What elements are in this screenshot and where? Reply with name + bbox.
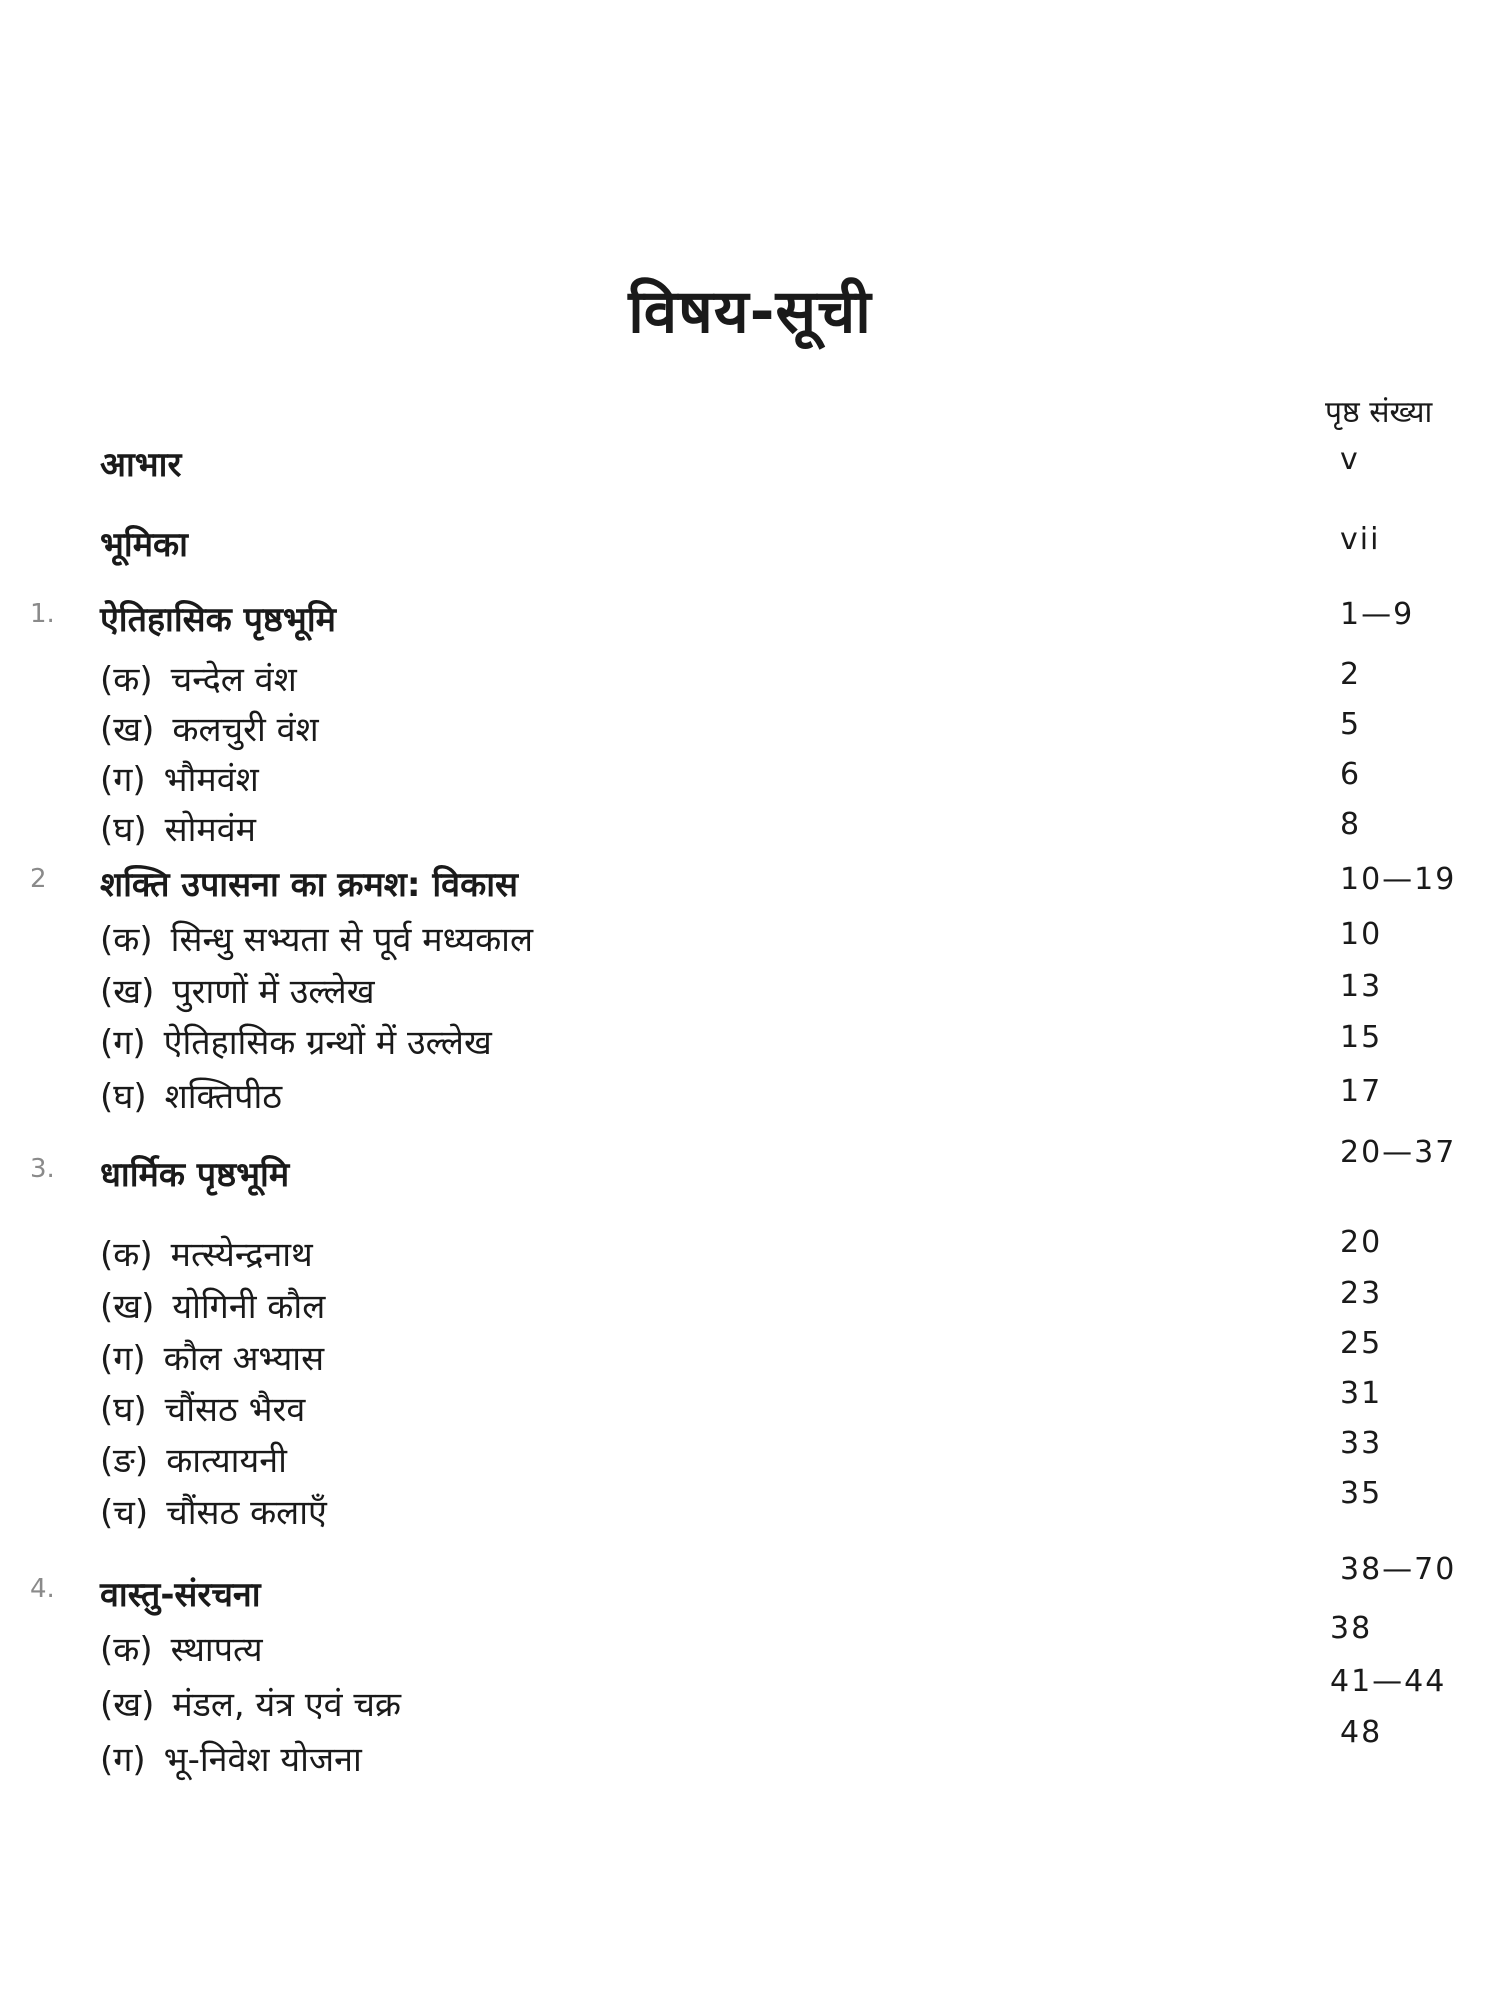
subentry-pages: 20 bbox=[1340, 1225, 1383, 1260]
toc-chapter-3[interactable] bbox=[0, 1135, 1500, 1198]
toc-subentry[interactable] bbox=[0, 1018, 1500, 1066]
subentry-label: स्थापत्य bbox=[170, 1630, 263, 1670]
subentry-pages: 41—44 bbox=[1330, 1664, 1447, 1699]
toc-subentry[interactable] bbox=[0, 655, 1500, 703]
toc-entry-introduction[interactable] bbox=[0, 520, 1500, 568]
subentry-pages: 33 bbox=[1340, 1426, 1383, 1461]
chapter-title: ऐतिहासिक पृष्ठभूमि bbox=[100, 600, 336, 640]
entry-pages: v bbox=[1340, 442, 1360, 477]
subentry-label: चौंसठ कलाएँ bbox=[166, 1493, 327, 1533]
toc-subentry[interactable] bbox=[0, 1072, 1500, 1120]
subentry-marker: (ग) bbox=[100, 1339, 146, 1379]
subentry-pages: 13 bbox=[1340, 969, 1383, 1004]
subentry-marker: (च) bbox=[100, 1493, 149, 1533]
subentry-label: चन्देल वंश bbox=[170, 660, 297, 700]
subentry-marker: (ख) bbox=[100, 710, 155, 750]
chapter-title: वास्तु-संरचना bbox=[100, 1575, 261, 1615]
subentry-marker: (ग) bbox=[100, 1023, 146, 1063]
chapter-pages: 10—19 bbox=[1340, 862, 1457, 897]
subentry-marker: (क) bbox=[100, 1235, 153, 1275]
subentry-marker: (क) bbox=[100, 660, 153, 700]
chapter-pages: 1—9 bbox=[1340, 597, 1415, 632]
chapter-number: 3. bbox=[30, 1154, 55, 1184]
subentry-pages: 25 bbox=[1340, 1326, 1383, 1361]
chapter-number: 4. bbox=[30, 1574, 55, 1604]
subentry-label: कलचुरी वंश bbox=[172, 710, 319, 750]
subentry-marker: (ग) bbox=[100, 1740, 146, 1780]
toc-subentry[interactable] bbox=[0, 967, 1500, 1015]
toc-subentry[interactable] bbox=[0, 1715, 1500, 1783]
chapter-pages: 20—37 bbox=[1340, 1135, 1457, 1170]
entry-label: आभार bbox=[100, 445, 182, 485]
subentry-marker: (घ) bbox=[100, 1390, 147, 1430]
toc-subentry[interactable] bbox=[0, 1225, 1500, 1278]
toc-chapter-2[interactable] bbox=[0, 860, 1500, 908]
toc-chapter-1[interactable] bbox=[0, 595, 1500, 643]
subentry-pages: 10 bbox=[1340, 917, 1383, 952]
subentry-label: भौमवंश bbox=[163, 760, 259, 800]
subentry-pages: 6 bbox=[1340, 757, 1362, 792]
subentry-label: कौल अभ्यास bbox=[163, 1339, 325, 1379]
subentry-marker: (क) bbox=[100, 920, 153, 960]
subentry-marker: (ङ) bbox=[100, 1441, 149, 1481]
toc-subentry[interactable] bbox=[0, 1664, 1500, 1728]
subentry-marker: (क) bbox=[100, 1630, 153, 1670]
subentry-pages: 23 bbox=[1340, 1276, 1383, 1311]
toc-entry-acknowledgement[interactable] bbox=[0, 440, 1500, 488]
page-title: विषय-सूची bbox=[628, 277, 872, 347]
subentry-label: चौंसठ भैरव bbox=[164, 1390, 306, 1430]
subentry-marker: (ग) bbox=[100, 760, 146, 800]
subentry-label: मंडल, यंत्र एवं चक्र bbox=[172, 1685, 402, 1725]
subentry-label: पुराणों में उल्लेख bbox=[172, 972, 375, 1012]
subentry-label: कात्यायनी bbox=[166, 1441, 287, 1481]
chapter-title: धार्मिक पृष्ठभूमि bbox=[100, 1155, 290, 1195]
subentry-label: शक्तिपीठ bbox=[164, 1077, 283, 1117]
toc-subentry[interactable] bbox=[0, 1476, 1500, 1536]
page-number-column-header: पृष्ठ संख्या bbox=[1325, 395, 1433, 430]
subentry-pages: 35 bbox=[1340, 1476, 1383, 1511]
subentry-marker: (ख) bbox=[100, 1685, 155, 1725]
toc-subentry[interactable] bbox=[0, 755, 1500, 803]
subentry-pages: 8 bbox=[1340, 807, 1362, 842]
toc-subentry[interactable] bbox=[0, 805, 1500, 853]
subentry-marker: (घ) bbox=[100, 810, 147, 850]
subentry-pages: 38 bbox=[1330, 1611, 1373, 1646]
toc-subentry[interactable] bbox=[0, 1611, 1500, 1673]
chapter-number: 1. bbox=[30, 599, 55, 629]
subentry-pages: 2 bbox=[1340, 657, 1362, 692]
toc-subentry[interactable] bbox=[0, 1376, 1500, 1433]
toc-subentry[interactable] bbox=[0, 1276, 1500, 1330]
subentry-pages: 15 bbox=[1340, 1020, 1383, 1055]
subentry-pages: 5 bbox=[1340, 707, 1362, 742]
entry-label: भूमिका bbox=[100, 525, 188, 565]
toc-chapter-4[interactable] bbox=[0, 1552, 1500, 1618]
toc-subentry[interactable] bbox=[0, 705, 1500, 753]
subentry-label: योगिनी कौल bbox=[172, 1287, 326, 1327]
subentry-marker: (ख) bbox=[100, 972, 155, 1012]
subentry-pages: 31 bbox=[1340, 1376, 1383, 1411]
subentry-marker: (घ) bbox=[100, 1077, 147, 1117]
chapter-title: शक्ति उपासना का क्रमश: विकास bbox=[100, 865, 518, 905]
subentry-pages: 48 bbox=[1340, 1715, 1383, 1750]
subentry-label: सिन्धु सभ्यता से पूर्व मध्यकाल bbox=[170, 920, 534, 960]
subentry-pages: 17 bbox=[1340, 1074, 1383, 1109]
subentry-label: ऐतिहासिक ग्रन्थों में उल्लेख bbox=[163, 1023, 492, 1063]
subentry-label: सोमवंम bbox=[164, 810, 256, 850]
chapter-pages: 38—70 bbox=[1340, 1552, 1457, 1587]
subentry-label: मत्स्येन्द्रनाथ bbox=[170, 1235, 313, 1275]
toc-subentry[interactable] bbox=[0, 1426, 1500, 1484]
subentry-label: भू-निवेश योजना bbox=[163, 1740, 362, 1780]
toc-subentry[interactable] bbox=[0, 1326, 1500, 1382]
toc-subentry[interactable] bbox=[0, 915, 1500, 963]
entry-pages: vii bbox=[1340, 522, 1381, 557]
chapter-number: 2 bbox=[30, 864, 47, 894]
subentry-marker: (ख) bbox=[100, 1287, 155, 1327]
